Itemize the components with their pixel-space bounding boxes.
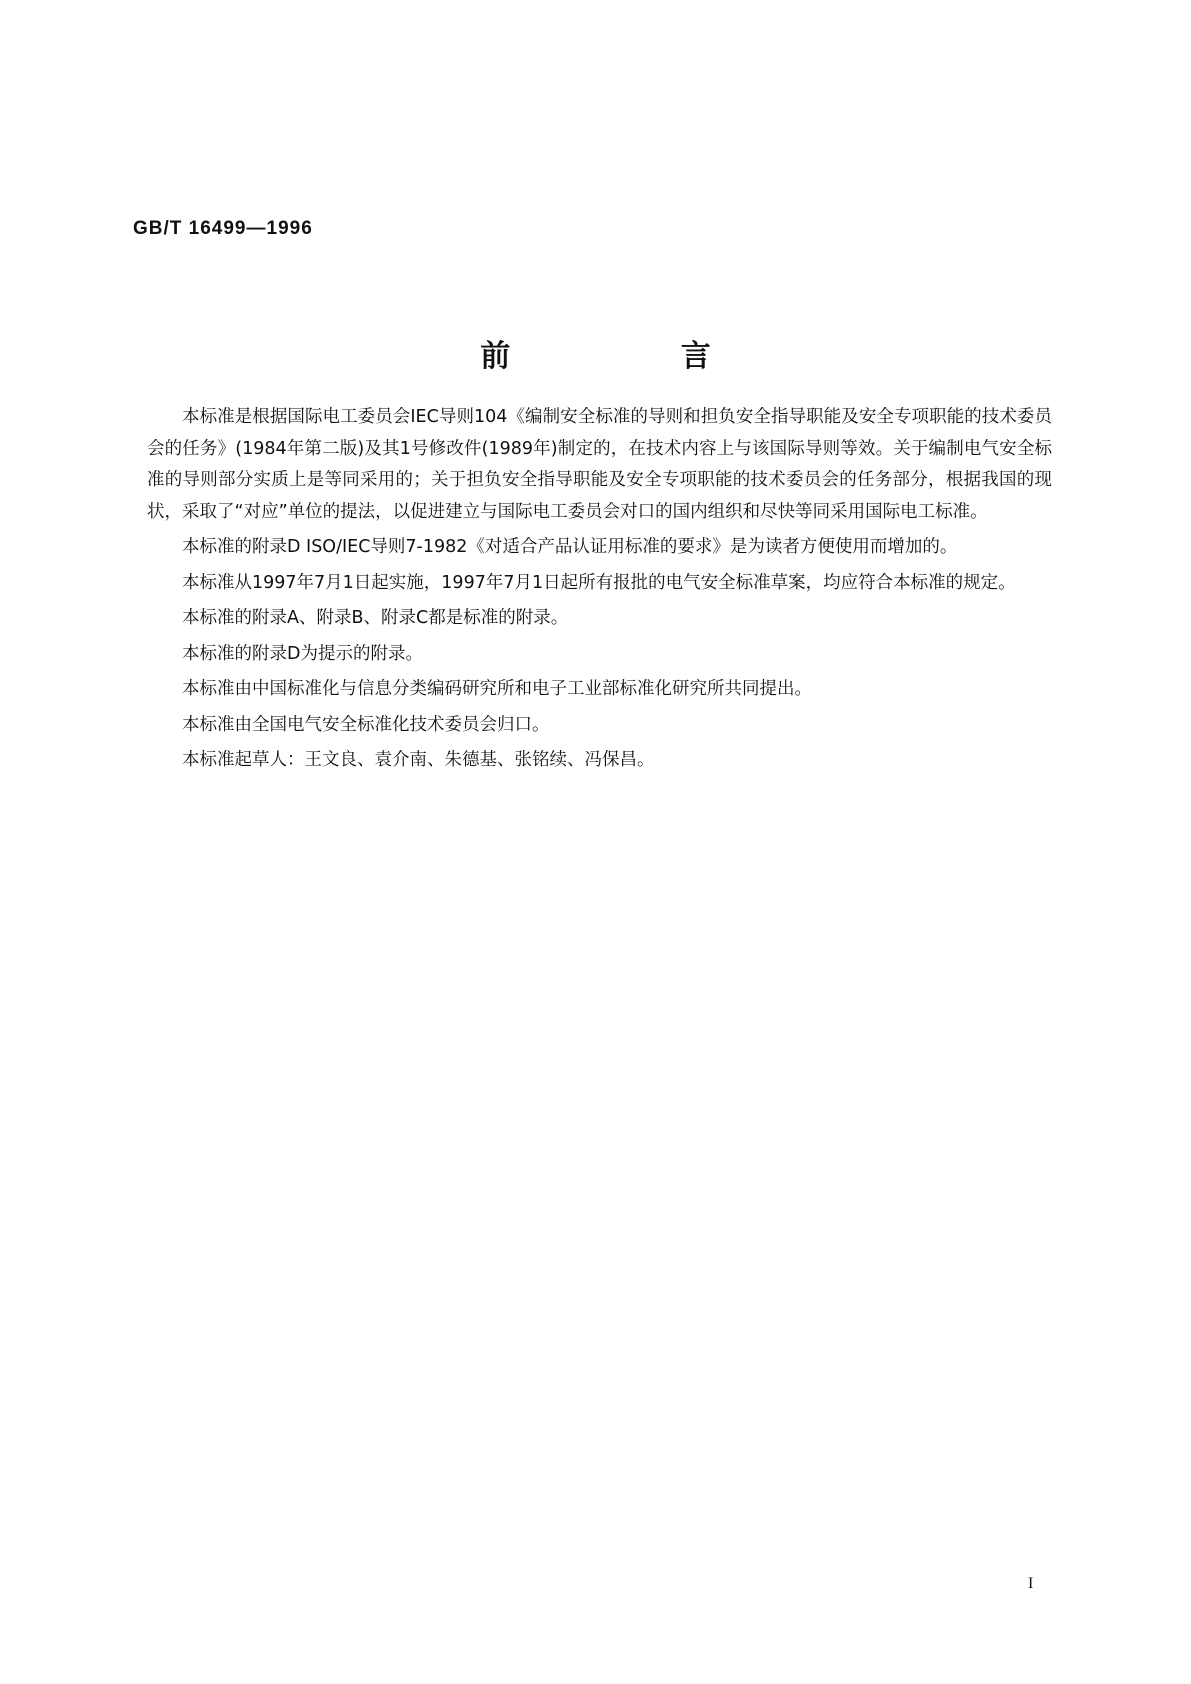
paragraph-informative-appendix: 本标准的附录D为提示的附录。 [182, 643, 423, 664]
page-title: 前 言 [480, 339, 791, 374]
paragraph-effective-date: 本标准从1997年7月1日起实施，1997年7月1日起所有报批的电气安全标准草案，均应符合本标准的规定。 [182, 572, 1016, 593]
paragraph-normative-appendices: 本标准的附录A、附录B、附录C都是标准的附录。 [182, 608, 569, 628]
paragraph-administered-by: 本标准由全国电气安全标准化技术委员会归口。 [182, 714, 550, 735]
page-number: I [1028, 1575, 1034, 1592]
paragraph-drafters: 本标准起草人：王文良、袁介南、朱德基、张铭续、冯保昌。 [182, 750, 655, 770]
foreword-body [147, 402, 1052, 781]
standard-number: GB/T 16499—1996 [133, 218, 313, 239]
paragraph-proposed-by: 本标准由中国标准化与信息分类编码研究所和电子工业部标准化研究所共同提出。 [182, 679, 812, 699]
paragraph-scope: 本标准是根据国际电工委员会IEC导则104《编制安全标准的导则和担负安全指导职能及安全专项职能的技术委员会的任务》(1984年第二版)及其1号修改件(1989年)制定的，在技术内容上与该国际导则等效。关于编制电气安全标准的导则部分实质上是等同采用的；关于担负安全指导职能及安全专项职能的技术委员会的任务部分，根据我国的现状，采取了“对应”单位的提法，以促进建立与国际电工委员会对口的国内组织和尽快等同采用国际电工标准。 [147, 407, 1052, 522]
paragraph-appendix-d-origin: 本标准的附录D ISO/IEC导则7-1982《对适合产品认证用标准的要求》是为读者方便使用而增加的。 [182, 537, 958, 557]
